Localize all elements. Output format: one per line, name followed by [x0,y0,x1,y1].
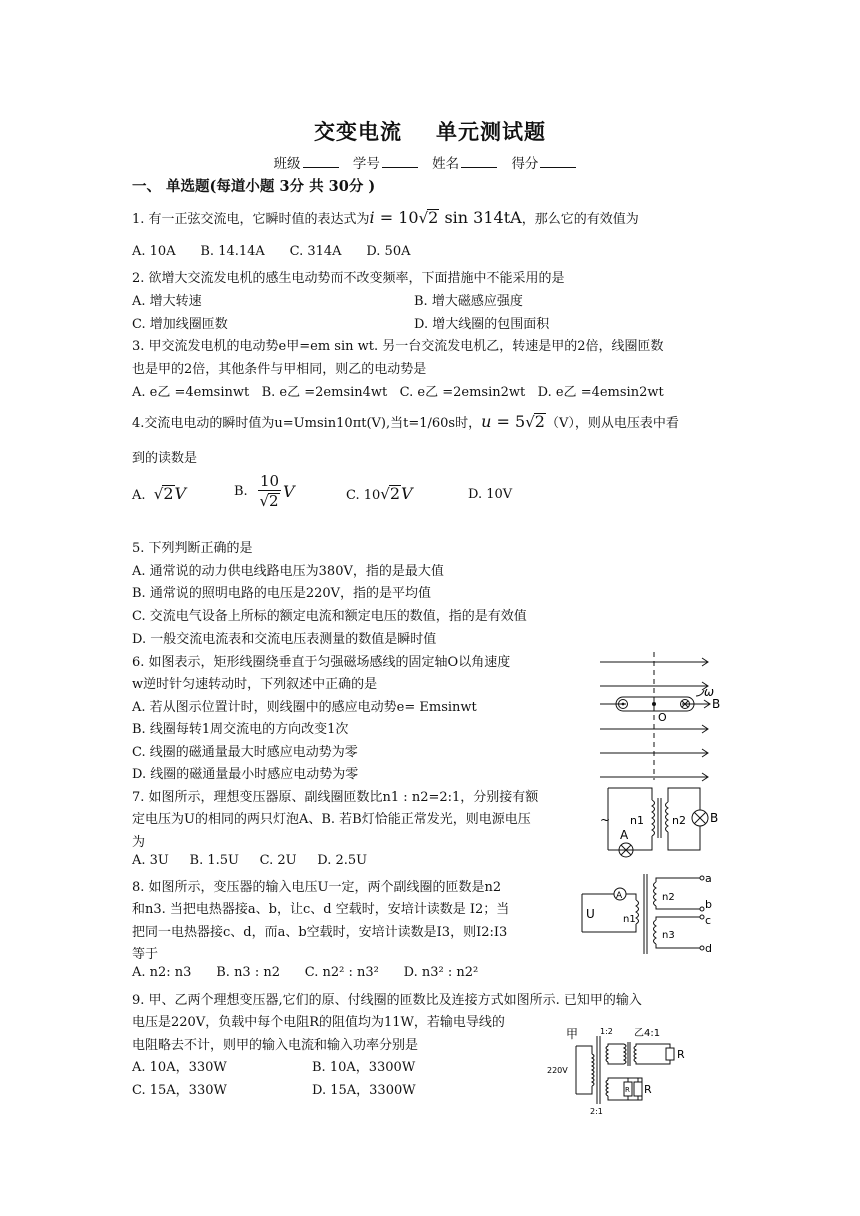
q8-line4: 等于 [132,947,159,962]
q7-line1: 7. 如图所示，理想变压器原、副线圈匝数比n1 : n2=2:1，分别接有额 [132,790,539,805]
q7-primary-label: n1 [630,814,644,827]
q5-option-d: D. 一般交流电流表和交流电压表测量的数值是瞬时值 [132,632,437,647]
score-blank[interactable] [540,155,576,168]
class-blank[interactable] [303,155,339,168]
q9-line1: 9. 甲、乙两个理想变压器,它们的原、付线圈的匝数比及连接方式如图所示. 已知甲的输入 [132,993,642,1008]
q9-option-b: B. 10A，3300W [312,1060,416,1075]
q5-option-b: B. 通常说的照明电路的电压是220V，指的是平均值 [132,586,432,601]
q9-line2: 电压是220V，负载中每个电阻R的阻值均为11W，若输电导线的 [132,1015,505,1030]
q6-line2: w逆时针匀速转动时，下列叙述中正确的是 [132,677,378,692]
q4-option-d: D. 10V [468,487,513,502]
q2-option-a: A. 增大转速 [132,294,202,309]
q8-terminal-a: a [705,872,712,885]
q1-options: A. 10A B. 14.14A C. 314A D. 50A [132,244,411,259]
q5-option-c: C. 交流电气设备上所标的额定电流和额定电压的数值，指的是有效值 [132,609,527,624]
q3-line1: 3. 甲交流发电机的电动势e甲=em sin wt. 另一台交流发电机乙，转速是甲的2倍，线圈匝数 [132,339,664,354]
q7-options: A. 3U B. 1.5U C. 2U D. 2.5U [132,853,368,868]
q8-options: A. n2: n3 B. n3 : n2 C. n2² : n3² D. n3² : n2² [132,965,479,980]
q6-field-label: B [712,697,721,711]
title-right: 单元测试题 [436,119,546,144]
q4-line2: 到的读数是 [132,451,198,466]
class-label: 班级 [273,156,301,172]
q9-option-c: C. 15A，330W [132,1083,227,1098]
q8-secondary-n2-label: n2 [662,892,675,903]
q7-lamp-b-label: B [710,811,719,825]
q7-lamp-a-label: A [620,828,629,842]
q9-resistor-1-label: R [677,1048,685,1061]
page-title [0,116,860,146]
q2-option-b: B. 增大磁感应强度 [414,294,523,309]
student-info-line [0,152,860,172]
q8-terminal-b: b [705,898,712,911]
q9-input-voltage: 220V [547,1066,568,1075]
q9-transformer-jia-label: 甲 [566,1027,579,1041]
q8-input-voltage-label: U [586,907,595,921]
q9-line3: 电阻略去不计，则甲的输入电流和输入功率分别是 [132,1038,419,1053]
section-heading: 一、 单选题(每道小题 3分 共 30分 ) [132,178,376,195]
q9-two-transformers-figure [546,1024,718,1116]
q6-line1: 6. 如图表示，矩形线圈绕垂直于匀强磁场感线的固定轴O以角速度 [132,655,511,670]
q3-line2: 也是甲的2倍，其他条件与甲相同，则乙的电动势是 [132,362,427,377]
q7-line3: 为 [132,835,146,850]
q8-secondary-n3-label: n3 [662,930,675,941]
q4-option-c: C. 10√2V [346,484,413,503]
q7-secondary-label: n2 [672,814,686,827]
q6-option-a: A. 若从图示位置计时，则线圈中的感应电动势e= Emsinwt [132,700,477,715]
q8-line1: 8. 如图所示，变压器的输入电压U一定，两个副线圈的匝数是n2 [132,880,502,895]
q5-stem: 5. 下列判断正确的是 [132,541,253,556]
name-label: 姓名 [432,156,460,172]
q2-stem: 2. 欲增大交流发电机的感生电动势而不改变频率，下面措施中不能采用的是 [132,271,565,286]
q8-transformer-figure [574,868,724,960]
title-left: 交变电流 [314,119,402,144]
q9-ratio-bottom: 2:1 [590,1107,603,1116]
q8-line2: 和n3. 当把电热器接a、b，让c、d 空载时，安培计读数是 I2；当 [132,902,510,917]
q6-option-d: D. 线圈的磁通量最小时感应电动势为零 [132,767,359,782]
q9-resistor-2-label: R [644,1083,652,1096]
q2-option-c: C. 增加线圈匝数 [132,317,228,332]
q8-ammeter-label: A [616,891,623,901]
q9-transformer-yi-label: 乙4:1 [634,1028,661,1039]
q9-option-d: D. 15A，3300W [312,1083,416,1098]
q1-stem: 1. 有一正弦交流电，它瞬时值的表达式为i = 10√2 sin 314tA，那么它的有效值为 [132,208,639,227]
q6-magnetic-field-figure [596,650,736,782]
q2-option-d: D. 增大线圈的包围面积 [414,317,550,332]
q6-option-b: B. 线圈每转1周交流电的方向改变1次 [132,722,349,737]
id-label: 学号 [352,156,380,172]
q7-source-symbol: ~ [600,813,611,827]
id-blank[interactable] [382,155,418,168]
q6-option-c: C. 线圈的磁通量最大时感应电动势为零 [132,745,358,760]
q4-option-a: A. √2V [132,484,187,503]
q8-terminal-c: c [705,914,712,927]
q9-ratio-top: 1:2 [600,1027,613,1036]
q4-line1: 4.交流电电动的瞬时值为u=Umsin10πt(V),当t=1/60s时，u = 5√2（V），则从电压表中看 [132,412,679,431]
q6-omega-label: ω [704,685,715,699]
q7-transformer-figure [596,780,726,860]
q9-resistor-3-label: R [625,1086,630,1094]
q8-primary-label: n1 [623,914,636,925]
q7-line2: 定电压为U的相同的两只灯泡A、B. 若B灯恰能正常发光，则电源电压 [132,812,531,827]
q3-options: A. e乙 =4emsinwt B. e乙 =2emsin4wt C. e乙 =2emsin2wt D. e乙 =4emsin2wt [132,385,664,400]
q8-terminal-d: d [705,942,712,955]
q6-axis-label: O [658,711,667,724]
q8-line3: 把同一电热器接c、d，而a、b空载时，安培计读数是I3，则I2:I3 [132,925,508,940]
q4-option-b: B. $\frac{10}{√2}$ V [234,472,295,510]
q9-option-a: A. 10A，330W [132,1060,227,1075]
name-blank[interactable] [461,155,497,168]
score-label: 得分 [511,156,539,172]
q5-option-a: A. 通常说的动力供电线路电压为380V，指的是最大值 [132,564,444,579]
